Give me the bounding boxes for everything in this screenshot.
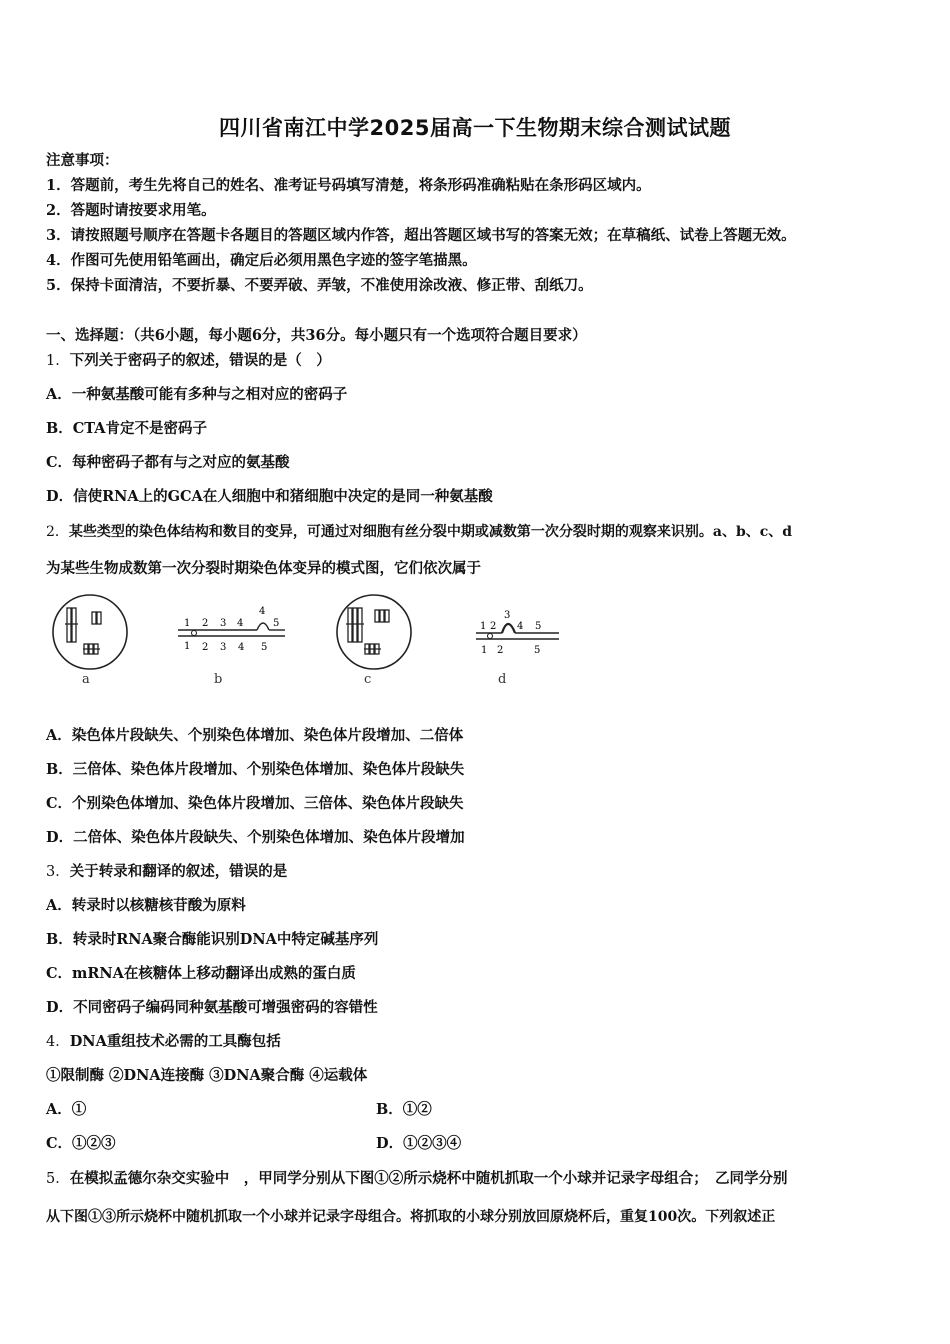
gene-d-top-5: 5 xyxy=(535,621,542,632)
question-number: 1． xyxy=(46,353,70,369)
gene-b-top-2: 2 xyxy=(202,618,209,629)
q3-option-a: A．转录时以核糖核苷酸为原料 xyxy=(46,897,246,914)
gene-b-bottom-1: 1 xyxy=(184,641,191,652)
q4-option-a: A．① xyxy=(46,1101,87,1118)
q1-option-d: D．信使RNA上的GCA在人细胞中和猪细胞中决定的是同一种氨基酸 xyxy=(46,488,493,505)
q3-option-d: D．不同密码子编码同种氨基酸可增强密码的容错性 xyxy=(46,999,378,1016)
q4-option-b: B．①② xyxy=(376,1101,432,1118)
q4-option-d: D．①②③④ xyxy=(376,1135,462,1152)
figure-c xyxy=(334,592,414,672)
figure-a xyxy=(50,592,130,672)
question-5-stem-cont: 从下图①③所示烧杯中随机抓取一个小球并记录字母组合。将抓取的小球分别放回原烧杯后，重复100次。下列叙述正 xyxy=(46,1209,776,1225)
gene-d-bottom-1: 1 xyxy=(481,645,488,656)
gene-b-bottom-5: 5 xyxy=(261,642,268,653)
chromosome-pair-b xyxy=(174,592,289,662)
question-number: 2． xyxy=(46,524,69,540)
note-item-1: 1．答题前，考生先将自己的姓名、准考证号码填写清楚，将条形码准确粘贴在条形码区域内。 xyxy=(46,177,651,194)
note-item-3: 3．请按照题号顺序在答题卡各题目的答题区域内作答，超出答题区域书写的答案无效；在草稿纸、试卷上答题无效。 xyxy=(46,227,796,244)
notes-heading: 注意事项： xyxy=(46,152,119,169)
gene-d-top-2: 2 xyxy=(490,621,497,632)
gene-b-top-4: 4 xyxy=(237,618,244,629)
gene-b-bottom-3: 3 xyxy=(220,642,227,653)
q4-items: ①限制酶 ②DNA连接酶 ③DNA聚合酶 ④运载体 xyxy=(46,1067,368,1084)
figure-label-b: b xyxy=(214,672,223,687)
figure-d xyxy=(472,592,567,662)
gene-b-top-4-dup: 4 xyxy=(259,606,266,617)
note-item-5: 5．保持卡面清洁，不要折暴、不要弄破、弄皱，不准使用涂改液、修正带、刮纸刀。 xyxy=(46,277,593,294)
q2-option-a: A．染色体片段缺失、个别染色体增加、染色体片段增加、二倍体 xyxy=(46,727,464,744)
q1-option-b: B．CTA肯定不是密码子 xyxy=(46,420,208,437)
question-text: 在模拟孟德尔杂交实验中 ，甲同学分别从下图①②所示烧杯中随机抓取一个小球并记录字母组合； 乙同学分别 xyxy=(69,1170,788,1187)
figure-label-d: d xyxy=(498,672,507,687)
q1-option-c: C．每种密码子都有与之对应的氨基酸 xyxy=(46,454,290,471)
question-text: 关于转录和翻译的叙述，错误的是 xyxy=(69,863,288,880)
question-number: 3． xyxy=(46,864,70,880)
cell-diagram-a xyxy=(50,592,130,672)
note-item-2: 2．答题时请按要求用笔。 xyxy=(46,202,216,219)
question-2-stem-cont: 为某些生物成数第一次分裂时期染色体变异的模式图，它们依次属于 xyxy=(46,560,481,577)
q3-option-c: C．mRNA在核糖体上移动翻译出成熟的蛋白质 xyxy=(46,965,356,982)
gene-b-top-5: 5 xyxy=(273,618,280,629)
question-number: 5． xyxy=(46,1171,70,1187)
question-text: 某些类型的染色体结构和数目的变异，可通过对细胞有丝分裂中期或减数第一次分裂时期的观察来识别。a、b、c、d xyxy=(68,524,793,540)
section-heading: 一、选择题：（共6小题，每小题6分，共36分。每小题只有一个选项符合题目要求） xyxy=(46,327,587,344)
page-title: 四川省南江中学2025届高一下生物期末综合测试试题 xyxy=(219,116,731,140)
chromosome-pair-d xyxy=(472,592,567,662)
gene-b-top-1: 1 xyxy=(184,618,191,629)
question-text: DNA重组技术必需的工具酶包括 xyxy=(69,1033,281,1050)
figure-b xyxy=(174,592,289,662)
gene-d-top-4: 4 xyxy=(517,621,524,632)
question-number: 4． xyxy=(46,1034,70,1050)
cell-diagram-c xyxy=(334,592,414,672)
question-5-stem xyxy=(46,1169,787,1189)
q2-option-b: B．三倍体、染色体片段增加、个别染色体增加、染色体片段缺失 xyxy=(46,761,465,778)
note-item-4: 4．作图可先使用铅笔画出，确定后必须用黑色字迹的签字笔描黑。 xyxy=(46,252,477,269)
gene-d-bottom-5: 5 xyxy=(534,645,541,656)
question-2-stem xyxy=(46,522,792,542)
question-3-stem xyxy=(46,862,287,882)
gene-b-top-3: 3 xyxy=(220,618,227,629)
question-1-stem xyxy=(46,351,331,371)
question-4-stem xyxy=(46,1032,281,1052)
gene-d-top-1: 1 xyxy=(480,621,487,632)
gene-d-top-3: 3 xyxy=(504,610,511,621)
gene-d-bottom-2: 2 xyxy=(497,645,504,656)
gene-b-bottom-4: 4 xyxy=(238,642,245,653)
q2-option-d: D．二倍体、染色体片段缺失、个别染色体增加、染色体片段增加 xyxy=(46,829,465,846)
figure-label-c: c xyxy=(364,672,372,687)
gene-b-bottom-2: 2 xyxy=(202,642,209,653)
q2-option-c: C．个别染色体增加、染色体片段增加、三倍体、染色体片段缺失 xyxy=(46,795,464,812)
q3-option-b: B．转录时RNA聚合酶能识别DNA中特定碱基序列 xyxy=(46,931,379,948)
q4-option-c: C．①②③ xyxy=(46,1135,116,1152)
figure-label-a: a xyxy=(82,672,90,687)
chromosome-figures xyxy=(46,592,586,692)
question-text: 下列关于密码子的叙述，错误的是（ ） xyxy=(69,352,331,369)
q1-option-a: A．一种氨基酸可能有多种与之相对应的密码子 xyxy=(46,386,348,403)
